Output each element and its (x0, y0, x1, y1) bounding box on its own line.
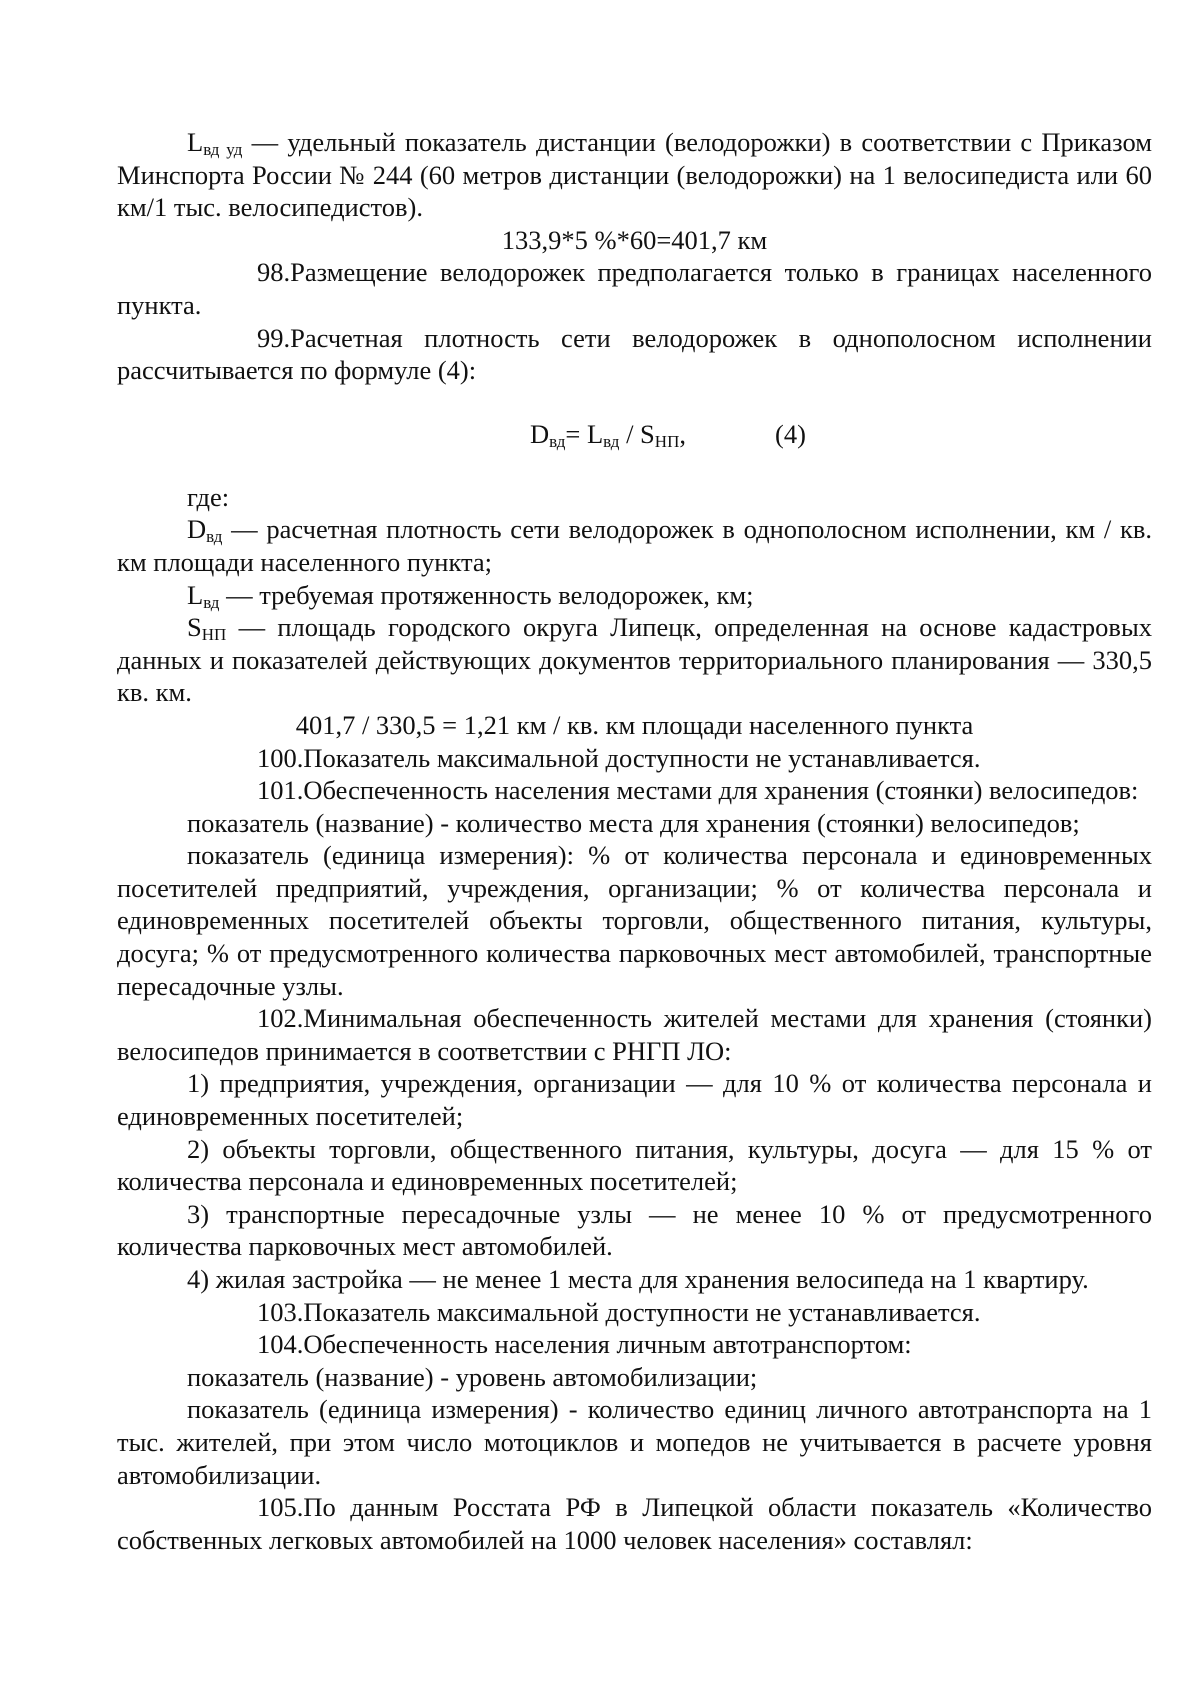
formula-density (117, 387, 1152, 481)
paragraph-101 (117, 774, 1152, 807)
symbol-subscript: вд (206, 527, 223, 547)
symbol-subscript: НП (201, 625, 227, 645)
definition-d (117, 513, 1152, 578)
list-item-102-2: 2) объекты торговли, общественного питания, культуры, досуга — для 15 % от количества персонала и единовременных посетителей; (117, 1133, 1152, 1197)
definition-text: — расчетная плотность сети велодорожек в однополосном исполнении, км / кв. км площади населенного пункта; (117, 514, 1152, 577)
formula-comma: , (679, 418, 686, 449)
paragraph-number: 102. (257, 1003, 304, 1034)
paragraph-text: Обеспеченность населения личным автотранспортом: (303, 1329, 912, 1360)
paragraph-99 (117, 322, 1152, 387)
paragraph-number: 99. (257, 322, 291, 353)
formula-s-sub: НП (654, 431, 680, 451)
paragraph-104 (117, 1328, 1152, 1361)
paragraph-105 (117, 1491, 1152, 1556)
calculation-length: 133,9*5 %*60=401,7 км (501, 224, 768, 255)
definition-s (117, 611, 1152, 709)
paragraph-104-name: показатель (название) - уровень автомобилизации; (187, 1361, 758, 1392)
paragraph-98 (117, 256, 1152, 321)
list-item-102-3: 3) транспортные пересадочные узлы — не менее 10 % от предусмотренного количества парковочных мест автомобилей. (117, 1198, 1152, 1262)
formula-s: / S (619, 418, 655, 449)
formula-l: = L (565, 418, 604, 449)
paragraph-104-unit: показатель (единица измерения) - количество единиц личного автотранспорта на 1 тыс. жителей, при этом число мотоциклов и мопедов не учитывается в расчете уровня автомобилизации. (117, 1394, 1152, 1490)
definition-text: — требуемая протяженность велодорожек, км; (219, 579, 754, 610)
paragraph-text: — удельный показатель дистанции (велодорожки) в соответствии с Приказом Минспорта России № 244 (60 метров дистанции (велодорожки) на 1 велосипедиста или 60 км/1 тыс. велосипедистов). (117, 127, 1152, 223)
calculation-density: 401,7 / 330,5 = 1,21 км / кв. км площади населенного пункта (295, 709, 974, 740)
paragraph-text: Обеспеченность населения местами для хранения (стоянки) велосипедов: (303, 775, 1139, 806)
paragraph-number: 100. (257, 742, 304, 773)
symbol-l: L (187, 127, 204, 157)
paragraph-102 (117, 1002, 1152, 1067)
formula-number: (4) (775, 418, 806, 449)
paragraph-number: 101. (257, 775, 304, 806)
paragraph-l-specific (117, 126, 1152, 224)
paragraph-text: Размещение велодорожек предполагается только в границах населенного пункта. (117, 257, 1152, 320)
list-item-102-1: 1) предприятия, учреждения, организации — для 10 % от количества персонала и единовременных посетителей; (117, 1068, 1152, 1132)
paragraph-101-unit: показатель (единица измерения): % от количества персонала и единовременных посетителей предприятий, учреждения, организации; % от количества персонала и единовременных посетителей объекты торговли, общественного питания, культуры, досуга; % от предусмотренного количества парковочных мест автомобилей, транспортные пересадочные узлы. (117, 840, 1152, 1001)
symbol-s: S (187, 612, 202, 643)
paragraph-101-name: показатель (название) - количество места для хранения (стоянки) велосипедов; (187, 807, 1080, 838)
symbol-subscript: вд (203, 592, 220, 612)
paragraph-text: Показатель максимальной доступности не устанавливается. (303, 742, 981, 773)
definition-text: — площадь городского округа Липецк, определенная на основе кадастровых данных и показателей действующих документов территориального планирования — 330,5 кв. км. (117, 612, 1152, 708)
definition-l (117, 579, 1152, 612)
symbol-subscript: вд уд (203, 140, 243, 159)
formula-expression (530, 387, 686, 481)
paragraph-number: 98. (257, 257, 291, 288)
paragraph-text: Расчетная плотность сети велодорожек в однополосном исполнении рассчитывается по формуле (4): (117, 322, 1152, 386)
paragraph-number: 105. (257, 1492, 304, 1523)
document-page (117, 126, 1152, 1556)
formula-d: D (530, 418, 550, 449)
paragraph-number: 104. (257, 1329, 304, 1360)
symbol-d: D (187, 514, 207, 545)
paragraph-text: По данным Росстата РФ в Липецкой области показатель «Количество собственных легковых автомобилей на 1000 человек населения» составлял: (117, 1492, 1152, 1555)
formula-d-sub: вд (549, 431, 566, 451)
formula-l-sub: вд (603, 431, 620, 451)
where-label: где: (187, 481, 230, 512)
paragraph-100 (117, 742, 1152, 775)
paragraph-103 (117, 1296, 1152, 1329)
paragraph-number: 103. (257, 1296, 304, 1327)
paragraph-text: Показатель максимальной доступности не устанавливается. (303, 1296, 981, 1327)
symbol-l: L (187, 579, 204, 610)
paragraph-text: Минимальная обеспеченность жителей местами для хранения (стоянки) велосипедов принимается в соответствии с РНГП ЛО: (117, 1003, 1152, 1066)
list-item-102-4: 4) жилая застройка — не менее 1 места для хранения велосипеда на 1 квартиру. (187, 1264, 1089, 1294)
